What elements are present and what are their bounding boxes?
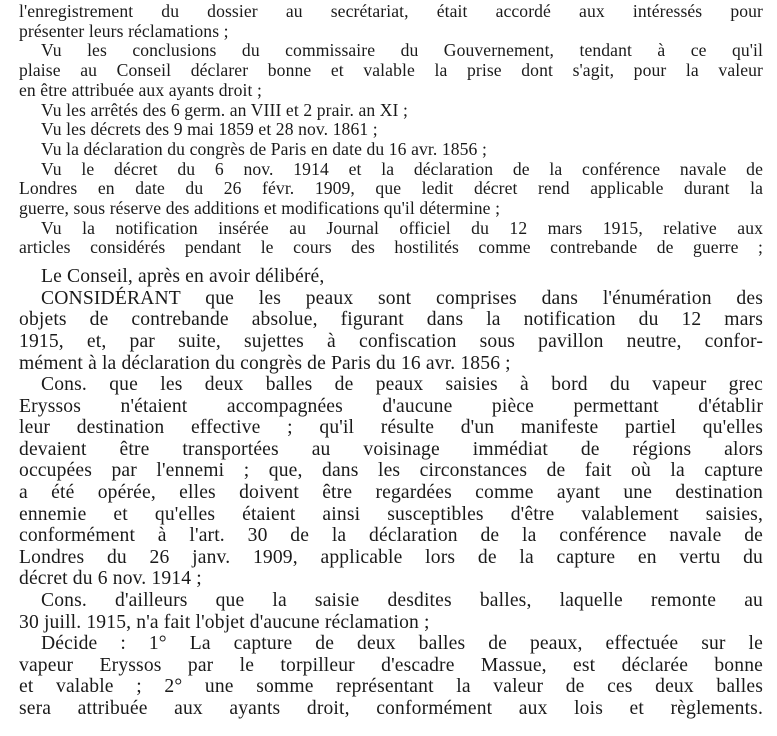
text-line: Cons. que les deux balles de peaux saisies à bord du vapeur grec (41, 374, 763, 396)
text-line: devaient être transportées au voisinage immédiat de régions alors (19, 438, 763, 460)
text-line: plaise au Conseil déclarer bonne et valable la prise dont s'agit, pour la valeur (19, 60, 763, 81)
decision-block (19, 266, 763, 719)
text-line: et valable ; 2° une somme représentant la valeur de ces deux balles (19, 676, 763, 698)
text-line: sera attribuée aux ayants droit, conformément aux lois et règlements. (19, 698, 763, 720)
text-line: Vu la déclaration du congrès de Paris en date du 16 avr. 1856 ; (41, 138, 487, 159)
text-line: occupées par l'ennemi ; que, dans les circonstances de fait où la capture (19, 460, 763, 482)
text-line: objets de contrebande absolue, figurant dans la notification du 12 mars (19, 309, 763, 331)
text-line: Le Conseil, après en avoir délibéré, (41, 266, 325, 288)
text-line: décret du 6 nov. 1914 ; (19, 568, 202, 590)
preamble-block (19, 2, 763, 258)
text-line: Londres du 26 janv. 1909, applicable lors de la capture en vertu du (19, 546, 763, 568)
text-line: mément à la déclaration du congrès de Paris du 16 avr. 1856 ; (19, 352, 511, 374)
text-line: Vu les décrets des 9 mai 1859 et 28 nov. 1861 ; (41, 119, 378, 140)
text-line: Eryssos n'étaient accompagnées d'aucune pièce permettant d'établir (19, 395, 763, 417)
text-line: Vu les arrêtés des 6 germ. an VIII et 2 prair. an XI ; (41, 99, 409, 120)
text-line: a été opérée, elles doivent être regardées comme ayant une destination (19, 482, 763, 504)
text-line: 1915, et, par suite, sujettes à confiscation sous pavillon neutre, confor- (19, 330, 763, 352)
text-line: articles considérés pendant le cours des hostilités comme contrebande de guerre ; (19, 237, 763, 258)
text-line: Vu le décret du 6 nov. 1914 et la déclaration de la conférence navale de (41, 158, 763, 179)
text-line: ennemie et qu'elles étaient ainsi susceptibles d'être valablement saisies, (19, 503, 763, 525)
text-line: présenter leurs réclamations ; (19, 20, 229, 41)
text-line: Vu les conclusions du commissaire du Gouvernement, tendant à ce qu'il (41, 40, 763, 61)
text-line: CONSIDÉRANT que les peaux sont comprises dans l'énumération des (41, 287, 763, 309)
text-line: guerre, sous réserve des additions et modifications qu'il détermine ; (19, 198, 501, 219)
text-line: conformément à l'art. 30 de la déclaration de la conférence navale de (19, 525, 763, 547)
text-line: leur destination effective ; qu'il résulte d'un manifeste partiel qu'elles (19, 417, 763, 439)
text-line: 30 juill. 1915, n'a fait l'objet d'aucune réclamation ; (19, 611, 430, 633)
text-line: Décide : 1° La capture de deux balles de peaux, effectuée sur le (41, 633, 763, 655)
text-line: vapeur Eryssos par le torpilleur d'escadre Massue, est déclarée bonne (19, 654, 763, 676)
text-line: Londres en date du 26 févr. 1909, que ledit décret rend applicable durant la (19, 178, 763, 199)
text-line: Cons. d'ailleurs que la saisie desdites balles, laquelle remonte au (41, 590, 763, 612)
text-line: en être attribuée aux ayants droit ; (19, 79, 262, 100)
text-line: l'enregistrement du dossier au secrétariat, était accordé aux intéressés pour (19, 1, 763, 21)
text-line: Vu la notification insérée au Journal officiel du 12 mars 1915, relative aux (41, 217, 763, 238)
